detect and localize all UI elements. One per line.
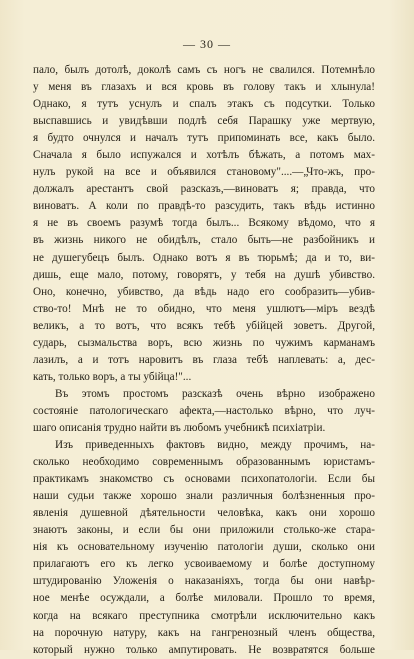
text-line: Однако, я тутъ уснулъ и спалъ этакъ съ подсутки. Только: [33, 98, 375, 111]
text-line: прилагаютъ его къ легко усвоиваемому и болѣе доступному: [33, 558, 375, 571]
text-line: нулъ рукой на все и объявился становому"....—„Что-жъ, про-: [33, 166, 375, 179]
text-line: сударь, сызмальства воръ, всю жизнь по чужимъ карманамъ: [33, 336, 375, 349]
text-line: состояніе патологическаго афекта,—настолько вѣрно, что луч-: [33, 404, 375, 417]
text-line: ное менѣе осуждали, а болѣе миловали. Прошло то время,: [33, 592, 375, 605]
page-number: — 30 —: [183, 37, 231, 51]
text-line: когда на всякаго преступника смотрѣли исключительно какъ: [33, 609, 375, 622]
body-text: [33, 62, 375, 659]
text-line: у меня въ глазахъ и вся кровь въ голову такъ и хлынула!: [33, 81, 375, 94]
text-line: сколько необходимо современнымъ образованнымъ юристамъ-: [33, 456, 375, 469]
text-line: Оно, конечно, убивство, да вѣдь надо его сообразить—убив-: [33, 285, 375, 298]
text-line: я не въ своемъ разумѣ тогда былъ... Всякому вѣдомо, что я: [33, 217, 375, 230]
text-line: я будто очнулся и началъ тутъ припоминать все, какъ было.: [33, 132, 375, 145]
text-line: Въ этомъ простомъ разсказѣ очень вѣрно изображено: [55, 387, 375, 400]
text-line: наши судьи также хорошо знали различныя болѣзненныя про-: [33, 490, 375, 503]
text-line: явленія душевной дѣятельности человѣка, какъ они хорошо: [33, 507, 375, 520]
text-line: шаго описанія трудно найти въ любомъ учебникѣ психіатріи.: [33, 421, 326, 434]
text-line: выспавшись и увидѣвши подлѣ себя Парашку уже мертвую,: [33, 115, 375, 128]
text-line: должалъ арестантъ свой разсказъ,—виноватъ я; правда, что: [33, 183, 375, 196]
text-line: пало, былъ дотолѣ, доколѣ самъ съ ногъ не свалился. Потемнѣло: [33, 64, 375, 76]
text-line: въ жизнь никого не обидѣлъ, сталo быть—не разбойникъ и: [33, 234, 375, 247]
text-line: практикамъ знакомство съ основами психопатологіи. Если бы: [33, 473, 375, 486]
text-line: Изъ приведенныхъ фактовъ видно, между прочимъ, на-: [55, 439, 375, 452]
text-line: штудированію Уложенія о наказаніяхъ, тогда бы они навѣр-: [33, 575, 375, 588]
text-line: на порочную натуру, какъ на гангренозный членъ общества,: [33, 626, 375, 639]
text-line: великъ, а то вотъ, что всякъ тебѣ убійцей зоветъ. Другой,: [33, 319, 375, 332]
text-line: виноватъ. А коли по правдѣ-то разсудить, такъ вѣдь истинно: [33, 200, 375, 213]
text-line: Сначала я было испужался и хотѣлъ бѣжать, а потомъ мах-: [33, 149, 375, 162]
text-line: не душегубецъ былъ. Однако вотъ я въ тюрьмѣ; да и то, ви-: [33, 251, 375, 264]
text-line: лазилъ, а и тотъ наровитъ въ глаза тебѣ наплевать: а, дес-: [33, 353, 375, 366]
text-line: нія къ основательному изученію патологіи души, сколько они: [33, 541, 375, 554]
text-line: ство-то! Мнѣ не то обидно, что меня ушлютъ—міръ вездѣ: [33, 302, 375, 315]
text-line: знаютъ законы, и если бы они приложили столько-же стара-: [33, 524, 375, 537]
text-line: кать, только воръ, а ты убійца!"...: [33, 370, 192, 383]
text-line: дишь, еще мало, потому, говорятъ, у тебя на душѣ убивство.: [33, 268, 375, 281]
text-line: который нужно только ампутировать. Не возвратятся больше: [33, 643, 375, 656]
